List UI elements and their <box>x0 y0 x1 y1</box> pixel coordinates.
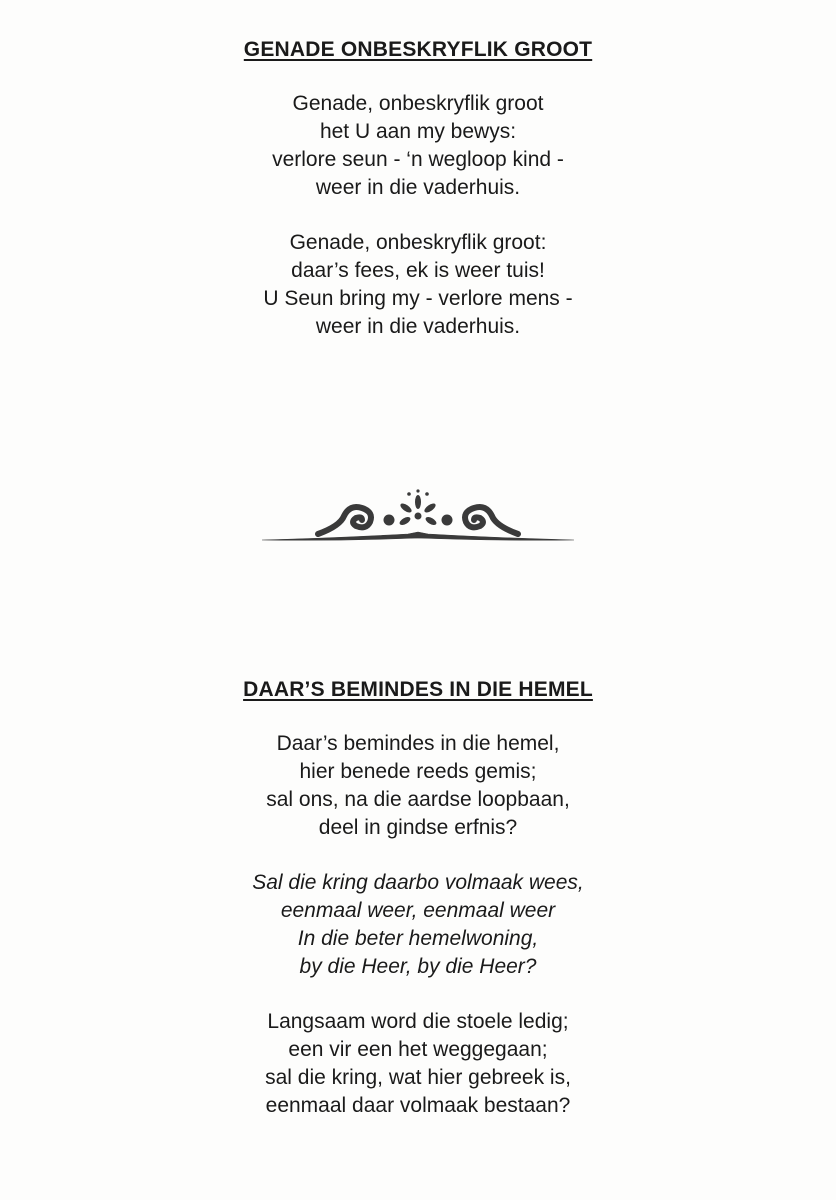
song-genade <box>0 36 836 368</box>
verse-line: daar’s fees, ek is weer tuis! <box>291 259 545 282</box>
song-title: DAAR’S BEMINDES IN DIE HEMEL <box>243 678 593 701</box>
verse-line: eenmaal daar volmaak bestaan? <box>265 1094 571 1117</box>
stanza <box>0 229 836 341</box>
verse-line: hier benede reeds gemis; <box>299 760 537 783</box>
verse-line: In die beter hemelwoning, <box>297 927 539 950</box>
verse-line: Genade, onbeskryflik groot <box>292 92 544 115</box>
verse-line: sal die kring, wat hier gebreek is, <box>265 1066 571 1089</box>
verse-line: weer in die vaderhuis. <box>315 176 521 199</box>
chorus-stanza <box>0 869 836 981</box>
verse-line: deel in gindse erfnis? <box>318 816 518 839</box>
verse-line: Daar’s bemindes in die hemel, <box>276 732 560 755</box>
verse-line: U Seun bring my - verlore mens - <box>263 287 573 310</box>
scroll-flourish-divider-icon <box>258 486 578 548</box>
verse-line: Sal die kring daarbo volmaak wees, <box>252 871 584 894</box>
verse-line: Genade, onbeskryflik groot: <box>289 231 547 254</box>
verse-line: sal ons, na die aardse loopbaan, <box>266 788 570 811</box>
verse-line: Langsaam word die stoele ledig; <box>267 1010 569 1033</box>
song-bemindes <box>0 676 836 1147</box>
verse-line: weer in die vaderhuis. <box>315 315 521 338</box>
verse-line: by die Heer, by die Heer? <box>299 955 537 978</box>
verse-line: eenmaal weer, eenmaal weer <box>280 899 556 922</box>
verse-line: verlore seun - ‘n wegloop kind - <box>272 148 564 171</box>
verse-line: een vir een het weggegaan; <box>288 1038 548 1061</box>
stanza <box>0 1008 836 1120</box>
stanza <box>0 730 836 842</box>
song-title: GENADE ONBESKRYFLIK GROOT <box>243 38 593 61</box>
verse-line: het U aan my bewys: <box>319 120 517 143</box>
stanza <box>0 90 836 202</box>
